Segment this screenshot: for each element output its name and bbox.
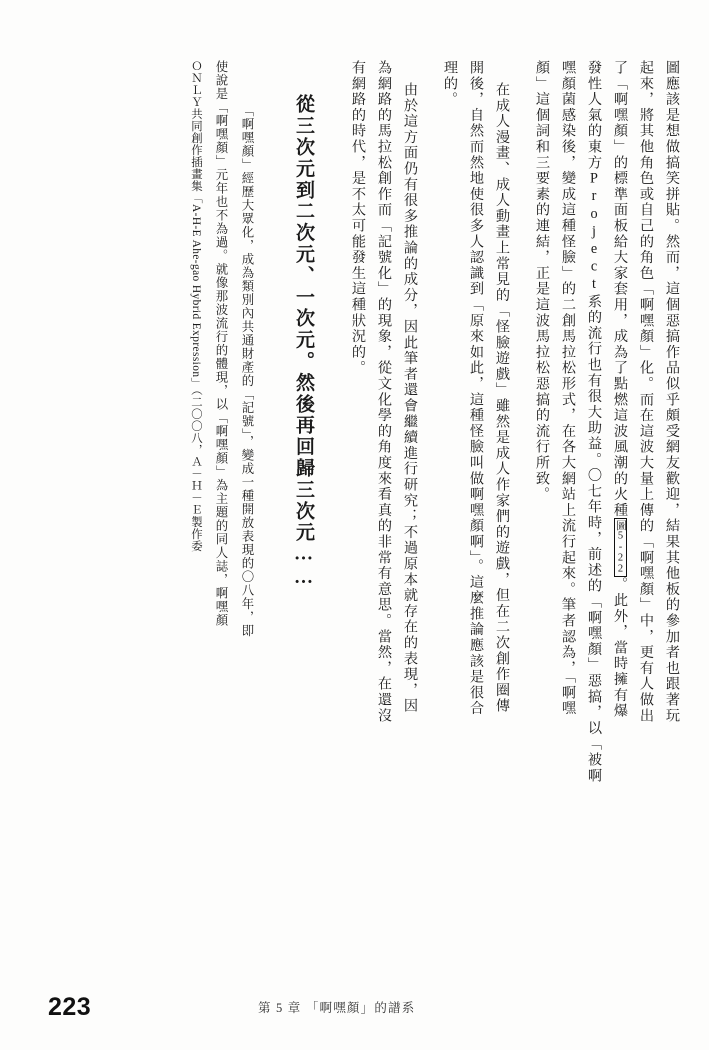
- text-column: 開後，自然而然地使很多人認識到「原來如此，這種怪臉叫做啊嘿顏啊」。這麼推論應該是很合: [468, 60, 484, 717]
- latin-book-title: A-H-E Ahe-gao Hybrid Expression: [190, 204, 202, 378]
- text-column: 有網路的時代，是不太可能發生這種狀況的。: [350, 60, 366, 376]
- text-column: 理的。: [442, 60, 458, 108]
- text-column: 為網路的馬拉松創作而「記號化」的現象，從文化學的角度來看真的非常有意思。當然，在還沒: [376, 60, 392, 724]
- figure-reference-badge: 圖5-22: [615, 520, 626, 575]
- text-column-with-latin-title: [175, 60, 201, 940]
- text-column: 圖應該是想做搞笑拼貼。然而，這個惡搞作品似乎頗受網友歡迎，結果其他板的參加者也跟著玩: [664, 60, 680, 724]
- column-text-tail: 」（二〇〇八，Ａ－Ｈ－Ｅ製作委: [190, 377, 202, 552]
- text-column-with-figure-ref: [601, 60, 627, 940]
- section-heading: 從三次元到二次元、一次元。然後再回歸三次元……: [293, 94, 314, 591]
- column-text-tail: 。此外，當時擁有爆: [612, 576, 628, 719]
- text-column: 嘿顏菌感染後，變成這種怪臉」的二創馬拉松形式，在各大網站上流行起來。筆者認為，「啊嘿: [560, 60, 576, 717]
- text-column: 在成人漫畫、成人動畫上常見的「怪臉遊戲」雖然是成人作家們的遊戲，但在二次創作圈傳: [494, 82, 510, 714]
- text-column: 由於這方面仍有很多推論的成分，因此筆者還會繼續進行研究；不過原本就存在的表現，因: [402, 82, 418, 714]
- text-column: 發性人氣的東方Project系的流行也有很大助益。〇七年時，前述的「啊嘿顏」惡搞，以「被啊: [586, 60, 602, 784]
- text-column: 「啊嘿顏」經歷大眾化，成為類別內共通財產的「記號」，變成一種開放表現的〇八年，即: [240, 104, 254, 638]
- vertical-text-body: [48, 60, 679, 940]
- footer-chapter-title: 第 5 章 「啊嘿顏」的譜系: [258, 1001, 416, 1015]
- page-number: 223: [48, 993, 92, 1021]
- text-column: 起來，將其他角色或自己的角色「啊嘿顏」化。而在這波大量上傳的「啊嘿顏」中，更有人做出: [638, 60, 654, 724]
- text-column: 使說是「啊嘿顏」元年也不為過。就像那波流行的體現，以「啊嘿顏」為主題的同人誌，啊嘿顏: [214, 60, 228, 627]
- column-text-part: 了「啊嘿顏」的標準面板給大家套用，成為了點燃這波風潮的火種: [612, 60, 628, 519]
- column-text-part: ＯＮＬＹ共同創作插畫集「: [190, 60, 202, 204]
- text-column: 顏」這個詞和三要素的連結，正是這波馬拉松惡搞的流行所致。: [534, 60, 550, 503]
- page-footer: [0, 992, 709, 1022]
